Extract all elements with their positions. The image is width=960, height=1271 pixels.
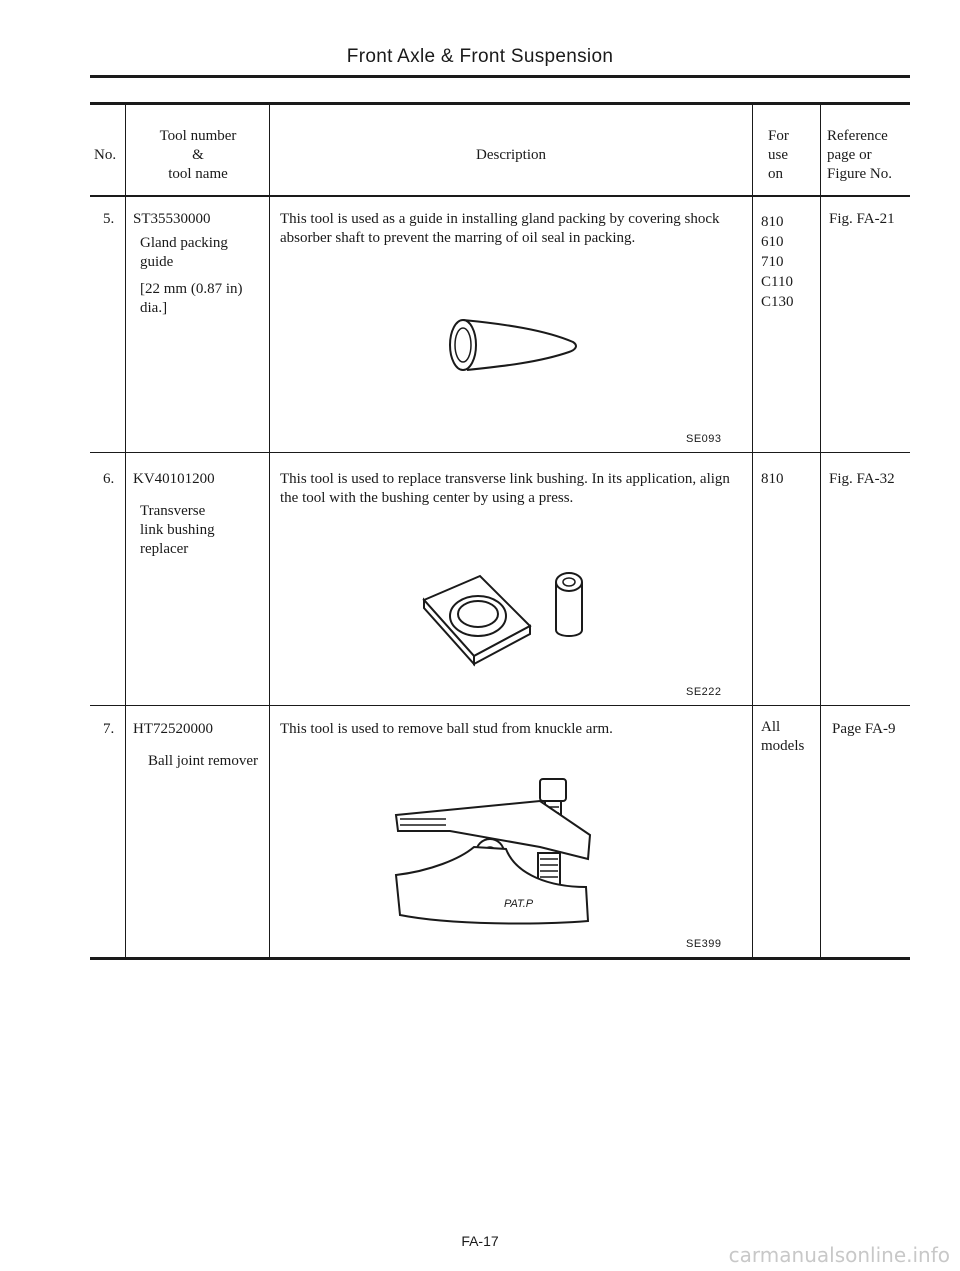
row-6-for-use-on: 810 [761,471,784,487]
header-ref-line: Reference [827,128,888,144]
gland-packing-guide-illustration [445,316,585,376]
header-for-line: use [768,147,788,163]
row-5-divider [90,452,910,453]
row-6-description: This tool is used to replace transverse link bushing. In its application, align the tool with the bushing center by using a press. [280,471,730,506]
row-7-reference: Page FA-9 [832,721,896,737]
row-5-tool-name [140,234,243,318]
tool-name-line: replacer [140,541,189,557]
header-tool-line: Tool number [159,128,237,144]
row-7-tool-number: HT72520000 [133,721,213,737]
header-bottom-rule [90,195,910,197]
row-5-tool-number: ST35530000 [133,211,211,227]
col-divider-4 [820,102,821,958]
pat-p-label: PAT.P [504,898,534,910]
tool-name-line: Transverse [140,503,206,519]
tool-dim-line: dia.] [140,300,168,316]
row-7-figure-code: SE399 [686,938,722,950]
header-description: Description [476,147,546,163]
model-code: C130 [761,294,794,310]
model-code: models [761,738,805,754]
table-top-rule [90,102,910,105]
watermark: carmanualsonline.info [728,1243,950,1267]
row-6-tool-name [140,502,215,559]
header-reference [827,127,892,184]
header-tool-line: & [192,147,204,163]
model-code: 810 [761,214,784,230]
title-rule [90,75,910,78]
row-6-tool-number: KV40101200 [133,471,215,487]
row-5-no: 5. [103,211,115,227]
row-7-description: This tool is used to remove ball stud from knuckle arm. [280,721,613,737]
header-no: No. [94,147,117,163]
header-for-use-on [768,127,789,184]
header-for-line: For [768,128,789,144]
header-ref-line: page or [827,147,872,163]
tool-name-line: link bushing [140,522,215,538]
row-7-tool-name: Ball joint remover [148,753,258,769]
table-bottom-rule [90,957,910,960]
row-7-for-use-on [761,718,804,756]
header-ref-line: Figure No. [827,166,892,182]
header-for-line: on [768,166,783,182]
col-divider-2 [269,102,270,958]
tool-name-line: guide [140,254,174,270]
bushing-replacer-illustration [418,560,598,670]
ball-joint-remover-illustration [390,775,620,935]
tool-name-line: Gland packing [140,235,228,251]
header-tool [126,127,270,184]
header-tool-line: tool name [168,166,228,182]
row-6-divider [90,705,910,706]
row-5-description: This tool is used as a guide in installing gland packing by covering shock absorber shaft to prevent the marring of oil seal in packing. [280,211,720,246]
row-5-figure-code: SE093 [686,433,722,445]
row-6-figure-code: SE222 [686,686,722,698]
model-code: C110 [761,274,793,290]
row-5-for-use-on [761,212,794,312]
tool-dim-line: [22 mm (0.87 in) [140,281,243,297]
page-number: FA-17 [461,1233,499,1249]
row-6-no: 6. [103,471,115,487]
row-6-reference: Fig. FA-32 [829,471,895,487]
model-code: 710 [761,254,784,270]
model-code: 610 [761,234,784,250]
model-code: All [761,719,781,735]
col-divider-1 [125,102,126,958]
page-title: Front Axle & Front Suspension [346,46,614,67]
row-5-reference: Fig. FA-21 [829,211,895,227]
row-7-no: 7. [103,721,115,737]
col-divider-3 [752,102,753,958]
